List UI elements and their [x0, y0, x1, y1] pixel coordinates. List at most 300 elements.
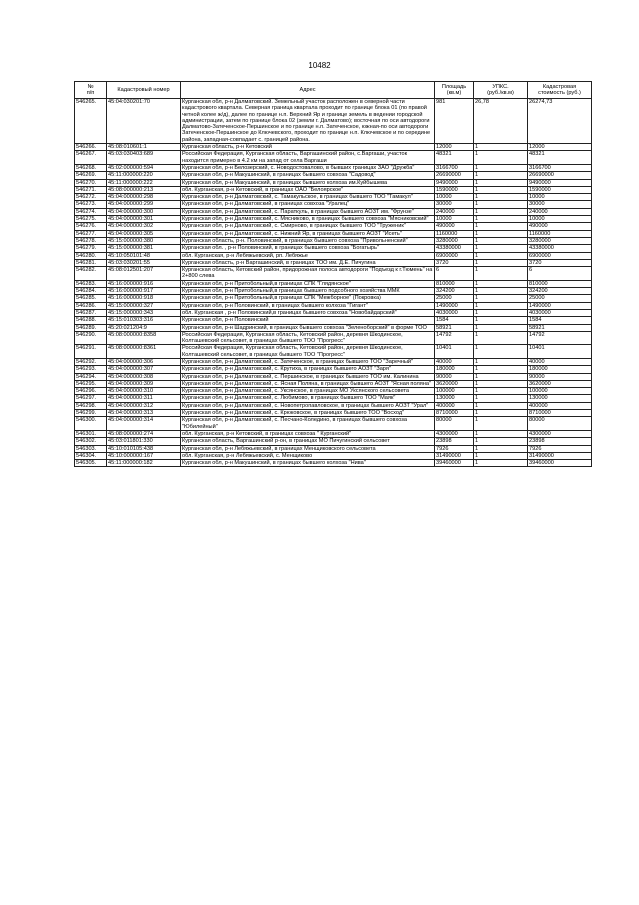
- cadastral-number-cell: 45:04:000000:306: [107, 358, 181, 365]
- upks-cell: 1: [474, 366, 528, 373]
- address-cell: Курганская область, р-н. Половинский, в границах бывшего совхоза "Привольненский": [181, 237, 435, 244]
- header-upks: [474, 82, 528, 99]
- cadastral-value-cell: 1160000: [528, 230, 592, 237]
- upks-cell: 1: [474, 302, 528, 309]
- table-row: [75, 402, 592, 409]
- header-address: Адрес: [181, 82, 435, 99]
- area-cell: 40000: [435, 358, 474, 365]
- address-cell: Курганская обл, р-н Далматовский, с. Смирново, в границах бывшего ТОО "Труженик": [181, 223, 435, 230]
- address-cell: Курганская обл, р-н Притобольный,в границах СПК "Межборное" (Покровка): [181, 295, 435, 302]
- area-cell: 4300000: [435, 430, 474, 437]
- cadastral-number-cell: 45:04:000000:298: [107, 194, 181, 201]
- cadastral-value-cell: 3720: [528, 259, 592, 266]
- cadastral-value-cell: 10401: [528, 345, 592, 359]
- area-cell: 14792: [435, 331, 474, 345]
- upks-cell: 1: [474, 452, 528, 459]
- row-num-cell: 546281.: [75, 259, 107, 266]
- row-num-cell: 546278.: [75, 237, 107, 244]
- address-cell: Курганская обл, р-н Далматовский, с. Песчано-Коледино, в границах бывшего совхоза "Юбилейный": [181, 417, 435, 431]
- cadastral-number-cell: 45:08:000000:213: [107, 186, 181, 193]
- address-cell: обл. Курганская , р-н Половинский,в границах бывшего совхоза "Новобайдарский": [181, 309, 435, 316]
- row-num-cell: 546292.: [75, 358, 107, 365]
- area-cell: 30000: [435, 201, 474, 208]
- address-cell: Курганская обл, р-н Далматовский, с. Уксянское, в границах МО Уксянского сельсовета: [181, 388, 435, 395]
- upks-cell: 1: [474, 388, 528, 395]
- area-cell: 3280000: [435, 237, 474, 244]
- row-num-cell: 546275.: [75, 216, 107, 223]
- address-cell: Курганская обл, р-н Половинский: [181, 317, 435, 324]
- area-cell: 39460000: [435, 460, 474, 467]
- cadastral-value-cell: 3620000: [528, 380, 592, 387]
- table-row: [75, 267, 592, 281]
- cadastral-value-cell: 4030000: [528, 309, 592, 316]
- address-cell: Курганская обл, р-н Притобольный,в границах СПК "Глядянское": [181, 280, 435, 287]
- table-row: [75, 295, 592, 302]
- area-cell: 810000: [435, 280, 474, 287]
- area-cell: 8710000: [435, 410, 474, 417]
- upks-cell: 1: [474, 288, 528, 295]
- cadastral-value-cell: 26690000: [528, 172, 592, 179]
- cadastral-number-cell: 45:08:000000:8361: [107, 345, 181, 359]
- table-row: [75, 452, 592, 459]
- cadastral-number-cell: 45:03:030403:689: [107, 151, 181, 165]
- row-num-cell: 546282.: [75, 267, 107, 281]
- table-row: [75, 302, 592, 309]
- cadastral-number-cell: 45:04:000000:311: [107, 395, 181, 402]
- cadastral-value-cell: 1590000: [528, 186, 592, 193]
- address-cell: Курганская обл, р-н Далматовский, с. Нижний Яр, в границах бывшего АОЗТ "Исеть": [181, 230, 435, 237]
- table-row: [75, 324, 592, 331]
- row-num-cell: 546289.: [75, 324, 107, 331]
- cadastral-value-cell: 1490000: [528, 302, 592, 309]
- area-cell: 10401: [435, 345, 474, 359]
- area-cell: 6900000: [435, 252, 474, 259]
- upks-cell: 1: [474, 280, 528, 287]
- cadastral-number-cell: 45:11:000000:182: [107, 460, 181, 467]
- address-cell: Курганская обл, р-н Далматовский, с. Любимово, в границах бывшего ТОО "Маяк": [181, 395, 435, 402]
- cadastral-value-cell: 14792: [528, 331, 592, 345]
- table-row: [75, 331, 592, 345]
- area-cell: 1584: [435, 317, 474, 324]
- cadastral-number-cell: 45:02:000000:594: [107, 164, 181, 171]
- row-num-cell: 546299.: [75, 410, 107, 417]
- upks-cell: 1: [474, 201, 528, 208]
- table-row: [75, 373, 592, 380]
- area-cell: 3166700: [435, 164, 474, 171]
- table-row: [75, 99, 592, 144]
- address-cell: Курганская обл, р-н Далматовский, с. Параткуль, в границах бывшего АОЗТ им. "Фрунзе": [181, 208, 435, 215]
- address-cell: Курганская обл, р-н Притобольный,в границах бывшего подсобного хозяйства ММК: [181, 288, 435, 295]
- table-header-row: [75, 82, 592, 99]
- table-row: [75, 259, 592, 266]
- cadastral-value-cell: 1584: [528, 317, 592, 324]
- address-cell: Российская Федерация, Курганская область, Кетовский район, деревня Шкодинское, Колташевский сельсовет, в границах бывшего ТОО "Прогресс": [181, 345, 435, 359]
- row-num-cell: 546294.: [75, 373, 107, 380]
- address-cell: Курганская обл, р-н Шадринский, в границах бывшего совхоза "Зеленоборский" в форме ТОО: [181, 324, 435, 331]
- area-cell: 4030000: [435, 309, 474, 316]
- address-cell: Курганская обл. , р-н Половинский, в границах бывшего совхоза "Богатырь": [181, 245, 435, 252]
- row-num-cell: 546296.: [75, 388, 107, 395]
- cadastral-value-cell: 7926: [528, 445, 592, 452]
- area-cell: 100000: [435, 388, 474, 395]
- row-num-cell: 546274.: [75, 208, 107, 215]
- upks-cell: 1: [474, 194, 528, 201]
- upks-cell: 1: [474, 438, 528, 445]
- cadastral-value-cell: 48321: [528, 151, 592, 165]
- cadastral-number-cell: 45:15:000000:327: [107, 302, 181, 309]
- cadastral-value-cell: 10000: [528, 216, 592, 223]
- row-num-cell: 546293.: [75, 366, 107, 373]
- area-cell: 180000: [435, 366, 474, 373]
- table-row: [75, 252, 592, 259]
- cadastral-value-cell: 39460000: [528, 460, 592, 467]
- cadastral-value-cell: 80000: [528, 417, 592, 431]
- row-num-cell: 546285.: [75, 295, 107, 302]
- cadastral-value-cell: 3280000: [528, 237, 592, 244]
- row-num-cell: 546295.: [75, 380, 107, 387]
- table-row: [75, 410, 592, 417]
- cadastral-value-cell: 10000: [528, 194, 592, 201]
- address-cell: Курганская обл, р-н Белозерский, с. Новодостовалово, в бывших границах ЗАО "Дружба": [181, 164, 435, 171]
- cadastral-value-cell: 30000: [528, 201, 592, 208]
- upks-cell: 1: [474, 164, 528, 171]
- area-cell: 25000: [435, 295, 474, 302]
- row-num-cell: 546291.: [75, 345, 107, 359]
- cadastral-value-cell: 6: [528, 267, 592, 281]
- cadastral-value-cell: 810000: [528, 280, 592, 287]
- header-area: [435, 82, 474, 99]
- cadastral-number-cell: 45:08:010601:1: [107, 144, 181, 151]
- table-row: [75, 395, 592, 402]
- table-row: [75, 309, 592, 316]
- cadastral-number-cell: 45:08:012501:207: [107, 267, 181, 281]
- table-row: [75, 380, 592, 387]
- cadastral-value-cell: 40000: [528, 358, 592, 365]
- address-cell: Курганская обл, р-н Половинский, в границах бывшего колхоза "Гигант": [181, 302, 435, 309]
- row-num-cell: 546283.: [75, 280, 107, 287]
- area-cell: 26690000: [435, 172, 474, 179]
- address-cell: Курганская обл, р-н Далматовский, с. Першинское, в границах бывшего ТОО им. Калинина: [181, 373, 435, 380]
- table-row: [75, 208, 592, 215]
- cadastral-value-cell: 3166700: [528, 164, 592, 171]
- upks-cell: 1: [474, 179, 528, 186]
- cadastral-value-cell: 324200: [528, 288, 592, 295]
- cadastral-value-cell: 4300000: [528, 430, 592, 437]
- cadastral-value-cell: 400000: [528, 402, 592, 409]
- area-cell: 58921: [435, 324, 474, 331]
- cadastral-number-cell: 45:10:000000:167: [107, 452, 181, 459]
- header-cadastral-value: [528, 82, 592, 99]
- cadastral-number-cell: 45:15:000000:380: [107, 237, 181, 244]
- row-num-cell: 546297.: [75, 395, 107, 402]
- cadastral-value-cell: 26274,73: [528, 99, 592, 144]
- upks-cell: 1: [474, 295, 528, 302]
- address-cell: обл. Курганская, р-н Кетовский, в границах ОАО "Белоярское": [181, 186, 435, 193]
- cadastral-value-cell: 8710000: [528, 410, 592, 417]
- upks-cell: 1: [474, 417, 528, 431]
- upks-cell: 26,78: [474, 99, 528, 144]
- cadastral-number-cell: 45:04:000000:305: [107, 230, 181, 237]
- cadastral-number-cell: 45:11:000000:222: [107, 179, 181, 186]
- row-num-cell: 546303.: [75, 445, 107, 452]
- row-num-cell: 546284.: [75, 288, 107, 295]
- address-cell: Курганская обл, р-н Далматовский, с. Ясная Поляна, в границах бывшего АОЗТ "Ясная поляна": [181, 380, 435, 387]
- cadastral-number-cell: 45:04:000000:299: [107, 201, 181, 208]
- cadastral-value-cell: 25000: [528, 295, 592, 302]
- area-cell: 1590000: [435, 186, 474, 193]
- table-row: [75, 317, 592, 324]
- cadastral-number-cell: 45:04:000000:307: [107, 366, 181, 373]
- address-cell: Курганская обл, р-н Далматовский. Земельный участок расположен в северной части кадастрового квартала. Северная граница квартала проходит по границе блока 01 (по правой четной колее ж/д), далее по границе н.п. Верхний Яр и границе земель в ведении городской администрации, затем по границе блока 02 (земли г. Далматово); восточная по оси автодороги Далматово-Затеченское-Першинское и по границе н.п. Затеченское, южная-по оси автодороги Затеченское-Першинское до Ключевского, проходит по границе н.п. Ключевское и по середине района, западная-совпадает с. границей района.: [181, 99, 435, 144]
- address-cell: Курганская область, р-н Варгашинский, в границах ТОО им. Д.Е. Пичугина: [181, 259, 435, 266]
- row-num-cell: 546276.: [75, 223, 107, 230]
- cadastral-number-cell: 45:10:010105:438: [107, 445, 181, 452]
- row-num-cell: 546290.: [75, 331, 107, 345]
- table-body: [75, 99, 592, 467]
- cadastral-value-cell: 490000: [528, 223, 592, 230]
- row-num-cell: 546304.: [75, 452, 107, 459]
- cadastral-number-cell: 45:08:000000:274: [107, 430, 181, 437]
- cadastral-value-cell: 31490000: [528, 452, 592, 459]
- table-row: [75, 366, 592, 373]
- row-num-cell: 546273.: [75, 201, 107, 208]
- row-num-cell: 546271.: [75, 186, 107, 193]
- cadastral-value-cell: 90000: [528, 373, 592, 380]
- table-row: [75, 345, 592, 359]
- address-cell: Курганская обл, р-н Далматовский, с. Крюковское, в границах бывшего ТОО "Восход": [181, 410, 435, 417]
- address-cell: Курганская область, Кетовский район, придорожная полоса автодороги "Подъезд к г.Тюмень" на 2+800 слева: [181, 267, 435, 281]
- table-row: [75, 172, 592, 179]
- cadastral-number-cell: 45:20:021204:9: [107, 324, 181, 331]
- area-cell: 48321: [435, 151, 474, 165]
- area-cell: 10000: [435, 194, 474, 201]
- upks-cell: 1: [474, 259, 528, 266]
- header-num-text: № п/п: [86, 83, 95, 96]
- area-cell: 31490000: [435, 452, 474, 459]
- upks-cell: 1: [474, 151, 528, 165]
- upks-cell: 1: [474, 230, 528, 237]
- table-row: [75, 223, 592, 230]
- table-row: [75, 230, 592, 237]
- area-cell: 400000: [435, 402, 474, 409]
- address-cell: Курганская обл, р-н Макушинский, в границах бывшего совхоза "Садовод": [181, 172, 435, 179]
- cadastral-value-cell: 6900000: [528, 252, 592, 259]
- table-row: [75, 164, 592, 171]
- address-cell: Курганская обл, р-н Лебяжьевский, в границах Менщиковского сельсовета: [181, 445, 435, 452]
- row-num-cell: 546269.: [75, 172, 107, 179]
- row-num-cell: 546305.: [75, 460, 107, 467]
- cadastral-value-cell: 58921: [528, 324, 592, 331]
- header-upks-text: УПКС. (руб./кв.м): [487, 83, 514, 96]
- upks-cell: 1: [474, 324, 528, 331]
- cadastral-number-cell: 45:16:000000:918: [107, 295, 181, 302]
- address-cell: обл. Курганская, р-н Лебяжьевский, рп. Лебяжье: [181, 252, 435, 259]
- header-cadastral-number: Кадастровый номер: [107, 82, 181, 99]
- cadastral-number-cell: 45:04:000000:300: [107, 208, 181, 215]
- upks-cell: 1: [474, 430, 528, 437]
- upks-cell: 1: [474, 216, 528, 223]
- row-num-cell: 546270.: [75, 179, 107, 186]
- area-cell: 43380000: [435, 245, 474, 252]
- upks-cell: 1: [474, 172, 528, 179]
- upks-cell: 1: [474, 380, 528, 387]
- area-cell: 10000: [435, 216, 474, 223]
- page-number: 10482: [308, 61, 331, 70]
- area-cell: 240000: [435, 208, 474, 215]
- table-row: [75, 388, 592, 395]
- upks-cell: 1: [474, 245, 528, 252]
- area-cell: 324200: [435, 288, 474, 295]
- upks-cell: 1: [474, 331, 528, 345]
- table-row: [75, 417, 592, 431]
- cadastral-number-cell: 45:16:000000:917: [107, 288, 181, 295]
- cadastral-value-cell: 12000: [528, 144, 592, 151]
- area-cell: 981: [435, 99, 474, 144]
- row-num-cell: 546302.: [75, 438, 107, 445]
- row-num-cell: 546288.: [75, 317, 107, 324]
- row-num-cell: 546268.: [75, 164, 107, 171]
- cadastral-value-cell: 130000: [528, 395, 592, 402]
- area-cell: 3720: [435, 259, 474, 266]
- address-cell: Курганская обл, р-н Далматовский, в границах совхоза "Уралец": [181, 201, 435, 208]
- table-row: [75, 288, 592, 295]
- upks-cell: 1: [474, 252, 528, 259]
- table-row: [75, 186, 592, 193]
- upks-cell: 1: [474, 395, 528, 402]
- upks-cell: 1: [474, 144, 528, 151]
- row-num-cell: 546265.: [75, 99, 107, 144]
- upks-cell: 1: [474, 309, 528, 316]
- cadastral-register-table: [74, 81, 592, 467]
- upks-cell: 1: [474, 208, 528, 215]
- cadastral-number-cell: 45:16:000000:916: [107, 280, 181, 287]
- area-cell: 130000: [435, 395, 474, 402]
- cadastral-number-cell: 45:04:000000:302: [107, 223, 181, 230]
- upks-cell: 1: [474, 373, 528, 380]
- area-cell: 12000: [435, 144, 474, 151]
- row-num-cell: 546272.: [75, 194, 107, 201]
- upks-cell: 1: [474, 402, 528, 409]
- row-num-cell: 546279.: [75, 245, 107, 252]
- area-cell: 23898: [435, 438, 474, 445]
- upks-cell: 1: [474, 460, 528, 467]
- area-cell: 6: [435, 267, 474, 281]
- cadastral-number-cell: 45:04:000000:308: [107, 373, 181, 380]
- table-row: [75, 237, 592, 244]
- cadastral-value-cell: 9490000: [528, 179, 592, 186]
- cadastral-value-cell: 240000: [528, 208, 592, 215]
- address-cell: Курганская область, Варгашинский р-он, в границах МО Пичугинский сельсовет: [181, 438, 435, 445]
- area-cell: 490000: [435, 223, 474, 230]
- address-cell: Курганская обл, р-н Далматовский, с. Новопетропавловское, в границах бывшего АОЗТ "Урал": [181, 402, 435, 409]
- cadastral-number-cell: 45:15:010303:316: [107, 317, 181, 324]
- upks-cell: 1: [474, 237, 528, 244]
- table-row: [75, 430, 592, 437]
- address-cell: Курганская обл, р-н Далматовский, с. Затеченское, в границах бывшего ТОО "Заречный": [181, 358, 435, 365]
- address-cell: Курганская обл, р-н Макушинский, в границах бывшего колхоза им.Куйбышева: [181, 179, 435, 186]
- cadastral-number-cell: 45:10:050101:48: [107, 252, 181, 259]
- table-row: [75, 216, 592, 223]
- table-row: [75, 438, 592, 445]
- row-num-cell: 546280.: [75, 252, 107, 259]
- cadastral-number-cell: 45:04:000000:312: [107, 402, 181, 409]
- row-num-cell: 546301.: [75, 430, 107, 437]
- row-num-cell: 546266.: [75, 144, 107, 151]
- upks-cell: 1: [474, 223, 528, 230]
- area-cell: 1160000: [435, 230, 474, 237]
- table-row: [75, 460, 592, 467]
- header-cadastral-value-text: Кадастровая стоимость (руб.): [538, 83, 581, 96]
- address-cell: Курганская область, р-н Кетовский: [181, 144, 435, 151]
- upks-cell: 1: [474, 267, 528, 281]
- area-cell: 9490000: [435, 179, 474, 186]
- upks-cell: 1: [474, 317, 528, 324]
- cadastral-number-cell: 45:03:030201:55: [107, 259, 181, 266]
- upks-cell: 1: [474, 345, 528, 359]
- row-num-cell: 546298.: [75, 402, 107, 409]
- row-num-cell: 546300.: [75, 417, 107, 431]
- cadastral-value-cell: 180000: [528, 366, 592, 373]
- area-cell: 1490000: [435, 302, 474, 309]
- table-row: [75, 194, 592, 201]
- area-cell: 90000: [435, 373, 474, 380]
- cadastral-number-cell: 45:15:000000:343: [107, 309, 181, 316]
- address-cell: Курганская обл, р-н Далматовский, с. Тамакульское, в границах бывшего ТОО "Тамакул": [181, 194, 435, 201]
- row-num-cell: 546267.: [75, 151, 107, 165]
- cadastral-number-cell: 45:04:030201:70: [107, 99, 181, 144]
- row-num-cell: 546277.: [75, 230, 107, 237]
- upks-cell: 1: [474, 410, 528, 417]
- area-cell: 80000: [435, 417, 474, 431]
- cadastral-number-cell: 45:04:000000:314: [107, 417, 181, 431]
- upks-cell: 1: [474, 186, 528, 193]
- cadastral-value-cell: 100000: [528, 388, 592, 395]
- cadastral-number-cell: 45:04:000000:310: [107, 388, 181, 395]
- upks-cell: 1: [474, 445, 528, 452]
- area-cell: 3620000: [435, 380, 474, 387]
- table-row: [75, 358, 592, 365]
- address-cell: Курганская обл, р-н Далматовский, с. Мясниково, в границах бывшего совхоза "Мясниковский": [181, 216, 435, 223]
- header-area-text: Площадь (кв.м): [441, 83, 467, 96]
- cadastral-number-cell: 45:03:011801:330: [107, 438, 181, 445]
- address-cell: обл. Курганская, р-н Кетовский, в границах совхоза " Курганский": [181, 430, 435, 437]
- address-cell: Российская Федерация, Курганская область, Варгашинский район, с.Варгаши, участок находится примерно в 4.2 км на запад от села Варгаши: [181, 151, 435, 165]
- cadastral-value-cell: 43380000: [528, 245, 592, 252]
- table-row: [75, 445, 592, 452]
- header-num: [75, 82, 107, 99]
- table-row: [75, 144, 592, 151]
- address-cell: обл. Курганская, р-н Лебяжьевский, с. Менщиково: [181, 452, 435, 459]
- cadastral-number-cell: 45:08:000000:8358: [107, 331, 181, 345]
- cadastral-value-cell: 23898: [528, 438, 592, 445]
- cadastral-number-cell: 45:04:000000:309: [107, 380, 181, 387]
- cadastral-number-cell: 45:11:000000:220: [107, 172, 181, 179]
- address-cell: Российская Федерация, Курганская область, Кетовский район, деревня Шкодинское, Колташевский сельсовет, в границах бывшего ТОО "Прогресс": [181, 331, 435, 345]
- cadastral-number-cell: 45:04:000000:301: [107, 216, 181, 223]
- table-row: [75, 179, 592, 186]
- address-cell: Курганская обл, р-н Далматовский, с. Крутиха, в границах бывшего АОЗТ "Заря": [181, 366, 435, 373]
- table-row: [75, 201, 592, 208]
- table-row: [75, 151, 592, 165]
- row-num-cell: 546287.: [75, 309, 107, 316]
- address-cell: Курганская обл, р-н Макушинский, в границах бывшего колхоза "Нива": [181, 460, 435, 467]
- table-row: [75, 245, 592, 252]
- area-cell: 7926: [435, 445, 474, 452]
- upks-cell: 1: [474, 358, 528, 365]
- row-num-cell: 546286.: [75, 302, 107, 309]
- cadastral-number-cell: 45:04:000000:313: [107, 410, 181, 417]
- cadastral-number-cell: 45:15:000000:381: [107, 245, 181, 252]
